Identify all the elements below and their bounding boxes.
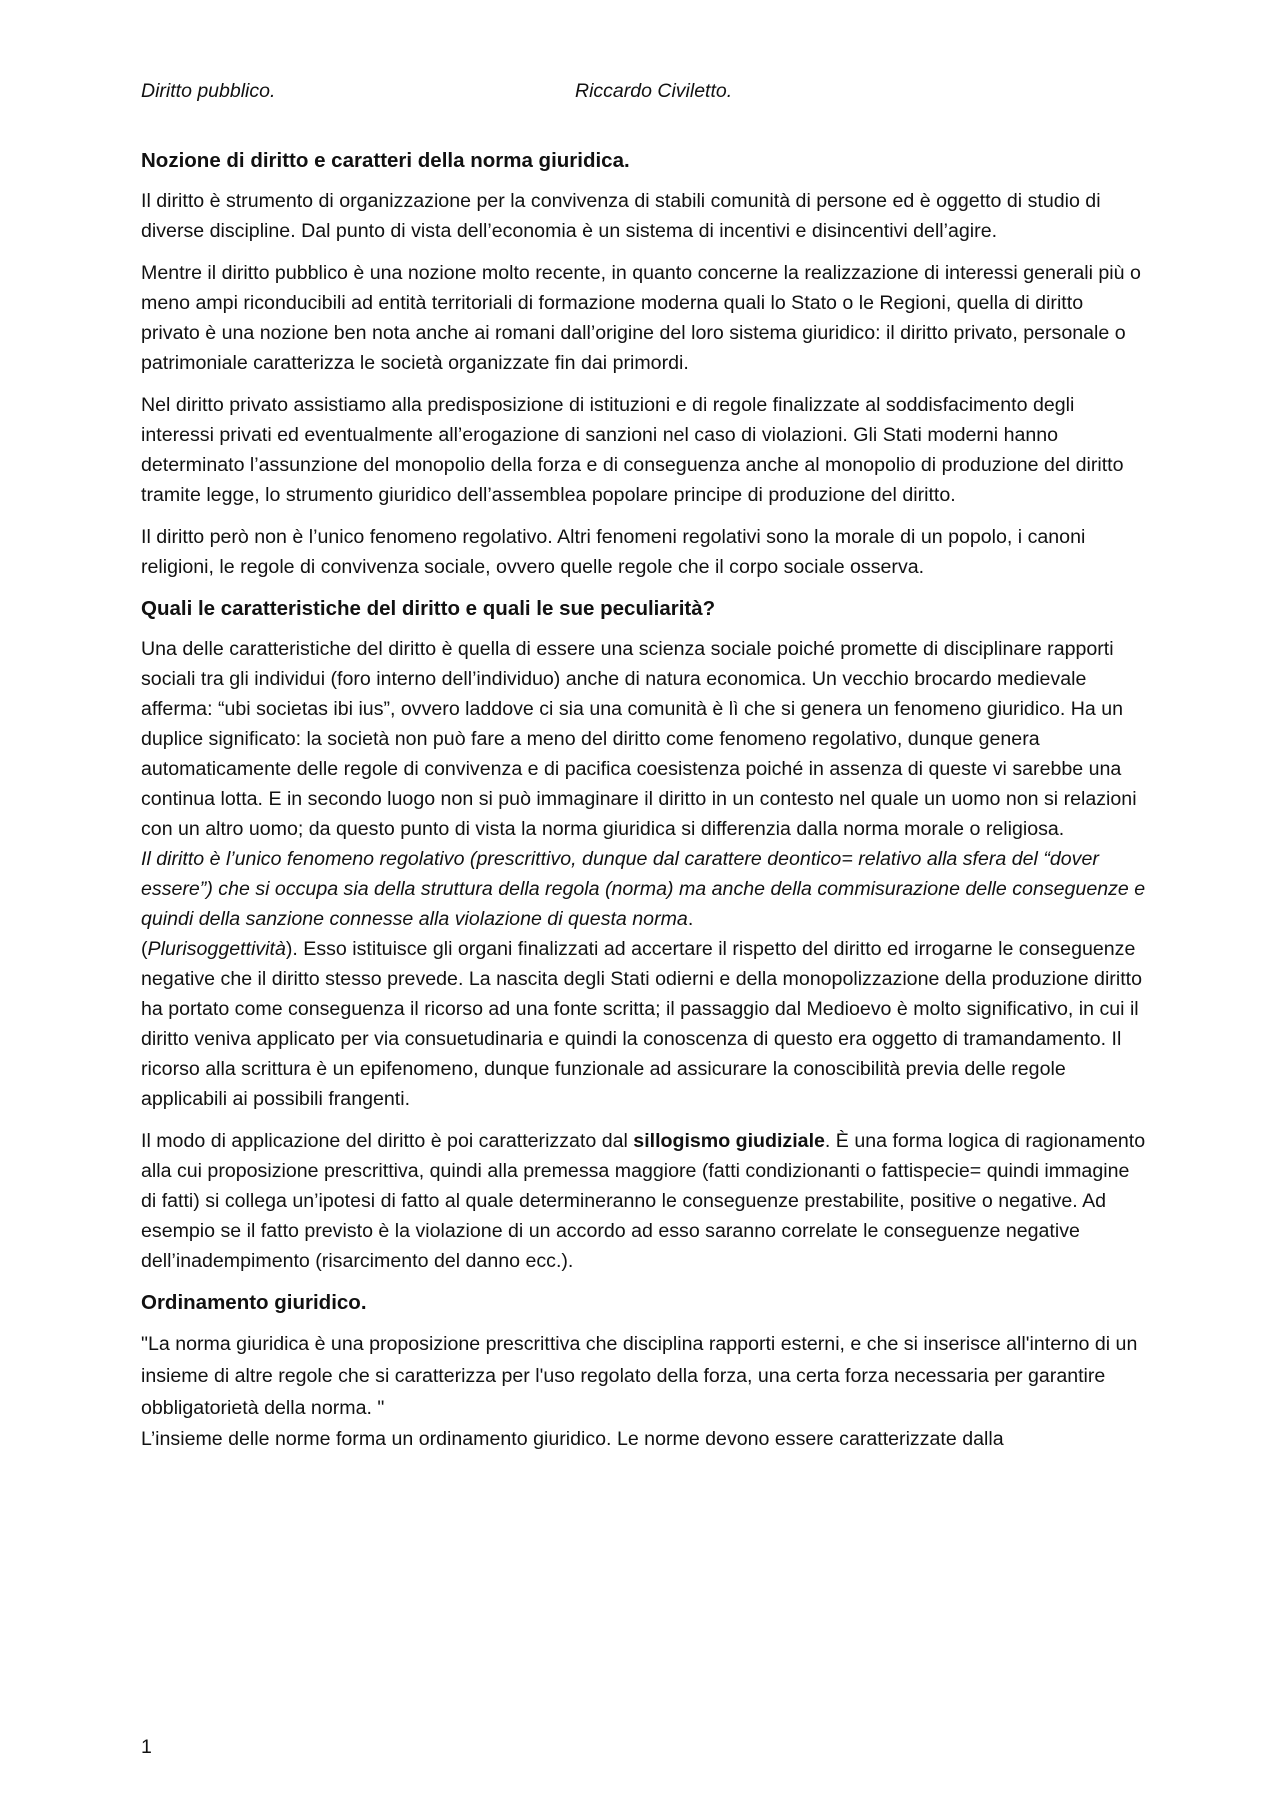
paragraph-6-plurisoggettivita: Plurisoggettività [147, 938, 286, 960]
paragraph-6-paren: ( [141, 938, 148, 960]
paragraph-3: Nel diritto privato assistiamo alla predisposizione di istituzioni e di regole finalizzate al soddisfacimento degli interessi privati ed eventualmente all’erogazione di sanzioni nel caso di violazioni. Gli Stati moderni hanno determinato l’assunzione del monopolio della forza e di conseguenza anche al monopolio di produzione del diritto tramite legge, lo strumento giuridico dell’assemblea popolare principe di produzione del diritto. [141, 394, 1124, 506]
paragraph-6-italic: Il diritto è l’unico fenomeno regolativo (prescrittivo, dunque dal carattere deontico= relativo alla sfera del “dover essere”) che si occupa sia della struttura della regola (norma) ma anche della commisurazione delle conseguenze e quindi della sanzione connesse alla violazione di questa norma [141, 848, 1146, 930]
header-author: Riccardo Civiletto. [575, 80, 733, 102]
paragraph-6 [141, 844, 1146, 1114]
paragraph-2: Mentre il diritto pubblico è una nozione molto recente, in quanto concerne la realizzazione di interessi generali più o meno ampi riconducibili ad entità territoriali di formazione moderna quali lo Stato o le Regioni, quella di diritto privato è una nozione ben nota anche ai romani dall’origine del loro sistema giuridico: il diritto privato, personale o patrimoniale caratterizza le società organizzate fin dai primordi. [141, 262, 1141, 374]
paragraph-8-quote: "La norma giuridica è una proposizione prescrittiva che disciplina rapporti esterni, e che si inserisce all'interno di un insieme di altre regole che si caratterizza per l'uso regolato della forza, una certa forza necessaria per garantire obbligatorietà della norma. " [141, 1333, 1138, 1419]
page-number: 1 [141, 1736, 152, 1758]
section-heading-nozione: Nozione di diritto e caratteri della norma giuridica. [141, 149, 630, 172]
paragraph-7-rest: . È una forma logica di ragionamento alla cui proposizione prescrittiva, quindi alla premessa maggiore (fatti condizionanti o fattispecie= quindi immagine di fatti) si collega un’ipotesi di fatto al quale determineranno le conseguenze prestabilite, positive o negative. Ad esempio se il fatto previsto è la violazione di un accordo ad esso saranno correlate le conseguenze negative dell’inadempimento (risarcimento del danno ecc.). [141, 1130, 1146, 1272]
paragraph-6-rest: ). Esso istituisce gli organi finalizzati ad accertare il rispetto del diritto ed irrogarne le conseguenze negative che il diritto stesso prevede. La nascita degli Stati odierni e della monopolizzazione della produzione diritto ha portato come conseguenza il ricorso ad una fonte scritta; il passaggio dal Medioevo è molto significativo, in cui il diritto veniva applicato per via consuetudinaria e quindi la conoscenza di questo era oggetto di tramandamento. Il ricorso alla scrittura è un epifenomeno, dunque funzionale ad assicurare la conoscibilità previa delle regole applicabili ai possibili frangenti. [141, 938, 1142, 1110]
page-header [141, 80, 1141, 110]
paragraph-1: Il diritto è strumento di organizzazione per la convivenza di stabili comunità di persone ed è oggetto di studio di diverse discipline. Dal punto di vista dell’economia è un sistema di incentivi e disincentivi dell’agire. [141, 190, 1101, 242]
paragraph-4: Il diritto però non è l’unico fenomeno regolativo. Altri fenomeni regolativi sono la morale di un popolo, i canoni religioni, le regole di convivenza sociale, ovvero quelle regole che il corpo sociale osserva. [141, 526, 1086, 578]
paragraph-9: L’insieme delle norme forma un ordinamento giuridico. Le norme devono essere caratterizzate dalla [141, 1428, 1004, 1450]
section-heading-caratteristiche: Quali le caratteristiche del diritto e quali le sue peculiarità? [141, 597, 716, 620]
paragraph-6-dot: . [687, 908, 694, 930]
document-body [141, 146, 1146, 1454]
paragraph-5: Una delle caratteristiche del diritto è quella di essere una scienza sociale poiché promette di disciplinare rapporti sociali tra gli individui (foro interno dell’individuo) anche di natura economica. Un vecchio brocardo medievale afferma: “ubi societas ibi ius”, ovvero laddove ci sia una comunità è lì che si genera un fenomeno giuridico. Ha un duplice significato: la società non può fare a meno del diritto come fenomeno regolativo, dunque genera automaticamente delle regole di convivenza e di pacifica coesistenza poiché in assenza di queste vi sarebbe una continua lotta. E in secondo luogo non si può immaginare il diritto in un contesto nel quale un uomo non si relazioni con un altro uomo; da questo punto di vista la norma giuridica si differenzia dalla norma morale o religiosa. [141, 638, 1137, 840]
paragraph-7-start: Il modo di applicazione del diritto è poi caratterizzato dal [141, 1130, 634, 1152]
paragraph-7-bold: sillogismo giudiziale [633, 1130, 825, 1152]
paragraph-7 [141, 1126, 1146, 1276]
section-heading-ordinamento: Ordinamento giuridico. [141, 1291, 367, 1314]
header-course-title: Diritto pubblico. [141, 80, 276, 102]
